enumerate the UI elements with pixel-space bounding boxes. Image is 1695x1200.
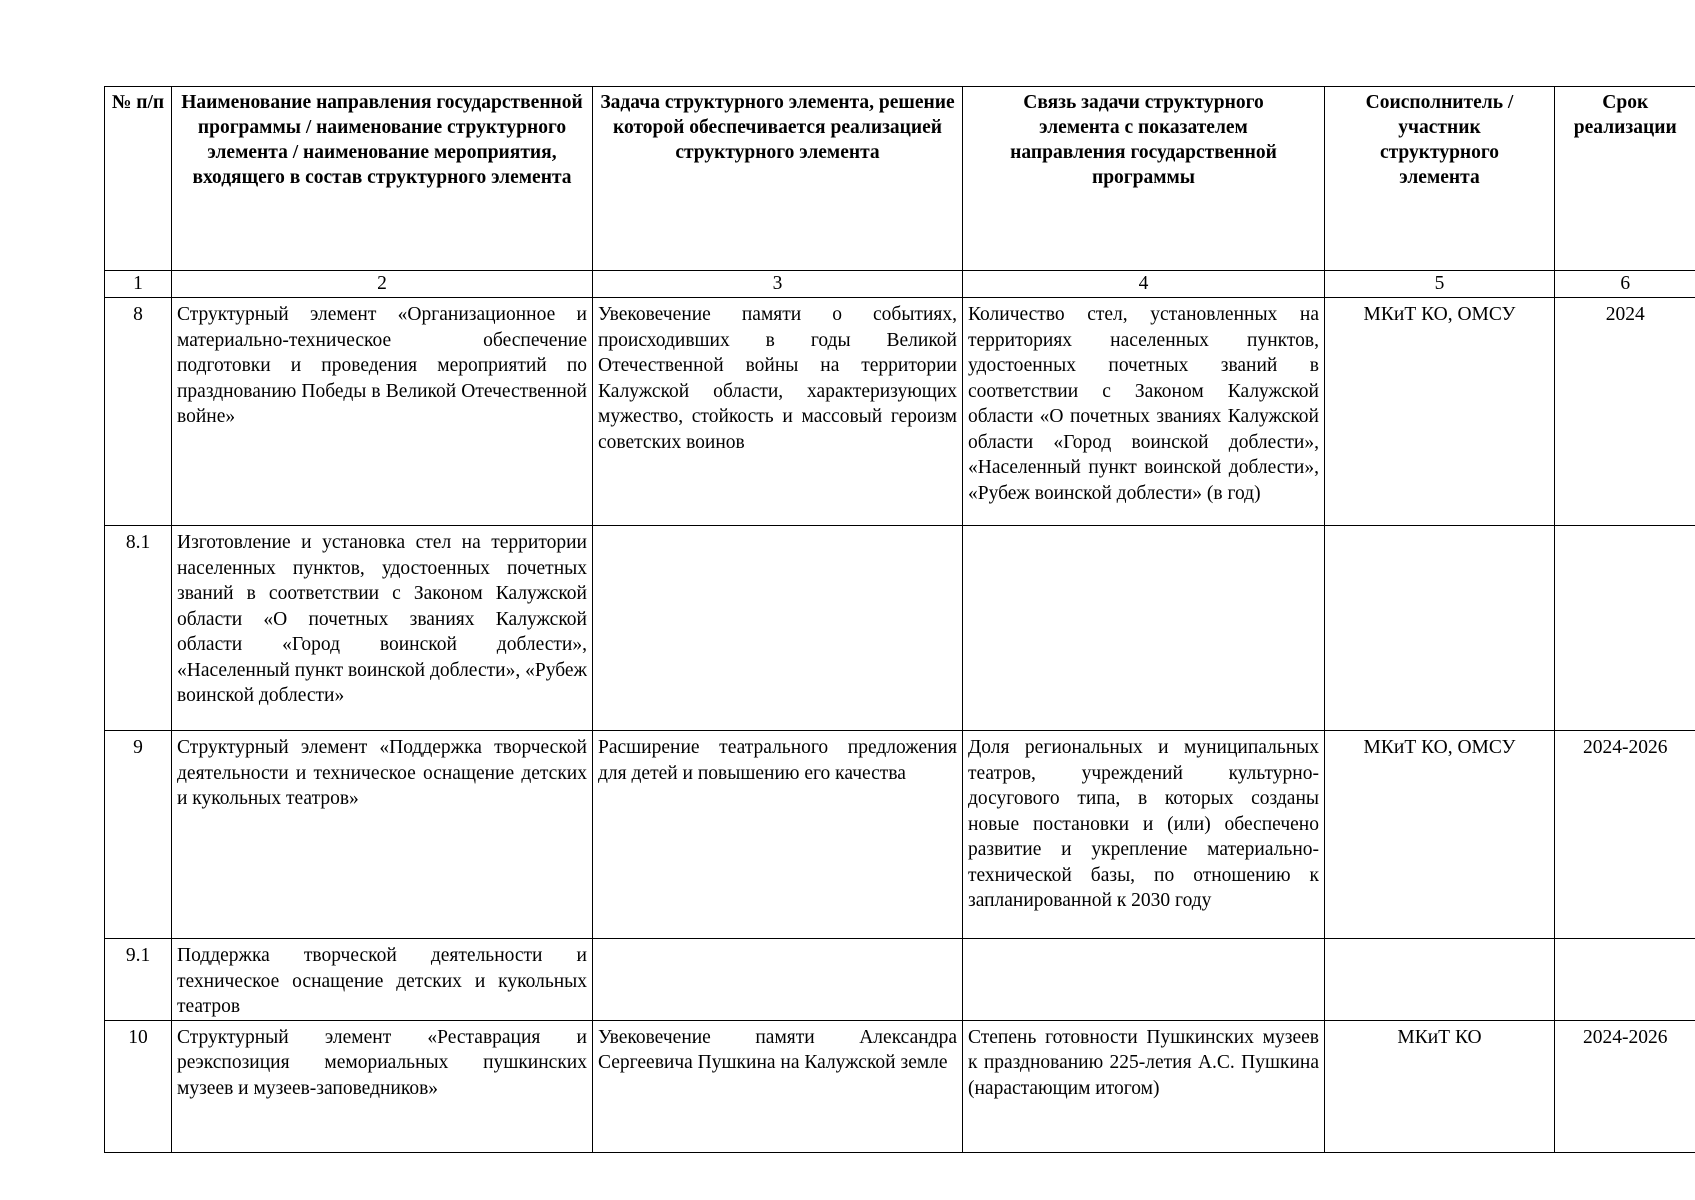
header-task: Задача структурного элемента, решение которой обеспечивается реализацией структурного элемента: [593, 87, 963, 271]
header-num: № п/п: [105, 87, 172, 271]
row-num: 9.1: [105, 939, 172, 1021]
row-task: Увековечение памяти о событиях, происходивших в годы Великой Отечественной войны на территории Калужской области, характеризующих мужество, стойкость и массовый героизм советских воинов: [593, 298, 963, 526]
row-task: [593, 939, 963, 1021]
document-page: [104, 86, 1695, 1153]
header-link: Связь задачи структурного элемента с показателем направления государственной программы: [963, 87, 1325, 271]
row-name: Структурный элемент «Реставрация и реэкспозиция мемориальных пушкинских музеев и музеев-заповедников»: [172, 1020, 593, 1152]
header-row: [105, 87, 1695, 271]
row-term: 2024-2026: [1555, 1020, 1695, 1152]
column-number: 1: [105, 271, 172, 298]
table-row: [105, 731, 1695, 939]
header-term: Срок реализации: [1555, 87, 1695, 271]
row-task: [593, 526, 963, 731]
row-name: Изготовление и установка стел на территории населенных пунктов, удостоенных почетных званий в соответствии с Законом Калужской области «О почетных званиях Калужской области «Город воинской доблести», «Населенный пункт воинской доблести», «Рубеж воинской доблести»: [172, 526, 593, 731]
row-term: [1555, 526, 1695, 731]
row-executor: [1325, 526, 1555, 731]
row-num: 10: [105, 1020, 172, 1152]
row-term: 2024-2026: [1555, 731, 1695, 939]
program-table: [104, 86, 1695, 1153]
row-task: Расширение театрального предложения для детей и повышению его качества: [593, 731, 963, 939]
row-executor: [1325, 939, 1555, 1021]
row-num: 8: [105, 298, 172, 526]
row-link: Количество стел, установленных на территориях населенных пунктов, удостоенных почетных званий в соответствии с Законом Калужской области «О почетных званиях Калужской области «Город воинской доблести», «Населенный пункт воинской доблести», «Рубеж воинской доблести» (в год): [963, 298, 1325, 526]
row-num: 9: [105, 731, 172, 939]
column-number: 6: [1555, 271, 1695, 298]
row-executor: МКиТ КО, ОМСУ: [1325, 731, 1555, 939]
row-executor: МКиТ КО, ОМСУ: [1325, 298, 1555, 526]
row-task: Увековечение памяти Александра Сергеевича Пушкина на Калужской земле: [593, 1020, 963, 1152]
column-number: 5: [1325, 271, 1555, 298]
header-name: Наименование направления государственной программы / наименование структурного элемента / наименование мероприятия, входящего в состав структурного элемента: [172, 87, 593, 271]
row-link: [963, 526, 1325, 731]
row-executor: МКиТ КО: [1325, 1020, 1555, 1152]
row-link: Доля региональных и муниципальных театров, учреждений культурно-досугового типа, в которых созданы новые постановки и (или) обеспечено развитие и укрепление материально-технической базы, по отношению к запланированной к 2030 году: [963, 731, 1325, 939]
row-term: 2024: [1555, 298, 1695, 526]
table-row: [105, 298, 1695, 526]
table-row: [105, 939, 1695, 1021]
row-link: [963, 939, 1325, 1021]
table-row: [105, 1020, 1695, 1152]
column-number: 2: [172, 271, 593, 298]
row-name: Структурный элемент «Организационное и материально-техническое обеспечение подготовки и проведения мероприятий по празднованию Победы в Великой Отечественной войне»: [172, 298, 593, 526]
column-number: 4: [963, 271, 1325, 298]
header-executor: Соисполнитель / участник структурного элемента: [1325, 87, 1555, 271]
row-term: [1555, 939, 1695, 1021]
row-link: Степень готовности Пушкинских музеев к празднованию 225-летия А.С. Пушкина (нарастающим итогом): [963, 1020, 1325, 1152]
row-num: 8.1: [105, 526, 172, 731]
column-number: 3: [593, 271, 963, 298]
row-name: Поддержка творческой деятельности и техническое оснащение детских и кукольных театров: [172, 939, 593, 1021]
column-number-row: [105, 271, 1695, 298]
table-row: [105, 526, 1695, 731]
row-name: Структурный элемент «Поддержка творческой деятельности и техническое оснащение детских и кукольных театров»: [172, 731, 593, 939]
